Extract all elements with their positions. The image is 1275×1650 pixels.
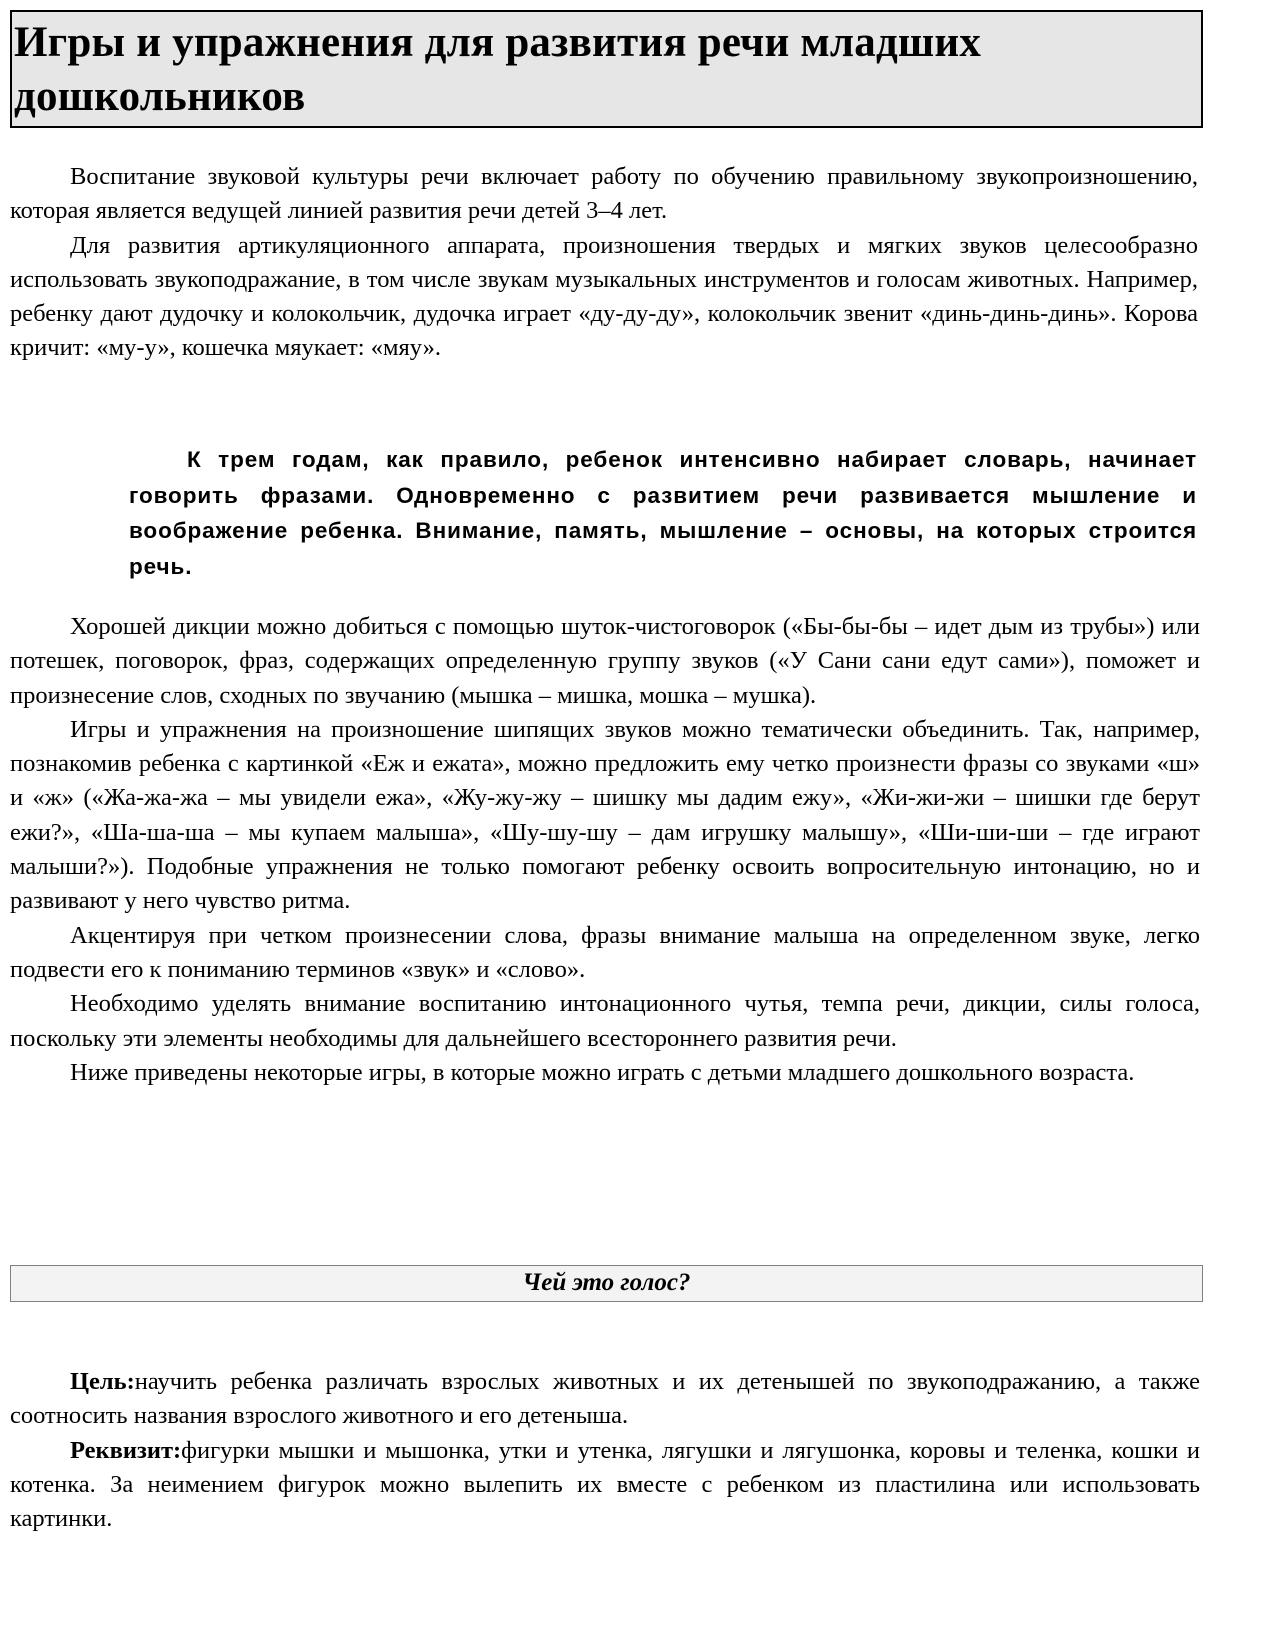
props-text: фигурки мышки и мышонка, утки и утенка, лягушки и лягушонка, коровы и теленка, кошки и котенка. За неимением фигурок можно вылепить их вместе с ребенком из пластилина или использовать картинки. bbox=[10, 1436, 1200, 1533]
main-section bbox=[10, 610, 1200, 1090]
game-props bbox=[10, 1434, 1200, 1537]
main-paragraph-2: Игры и упражнения на произношение шипящих звуков можно тематически объединить. Так, например, познакомив ребенка с картинкой «Еж и ежата», можно предложить ему четко произнести фразы со звуками «ш» и «ж» («Жа-жа-жа – мы увидели ежа», «Жу-жу-жу – шишку мы дадим ежу», «Жи-жи-жи – шишки где берут ежи?», «Ша-ша-ша – мы купаем малыша», «Шу-шу-шу – дам игрушку малышу», «Ши-ши-ши – где играют малыши?»). Подобные упражнения не только помогают ребенку освоить вопросительную интонацию, но и развивают у него чувство ритма. bbox=[10, 715, 1200, 915]
intro-section bbox=[10, 160, 1198, 366]
props-label: Реквизит: bbox=[70, 1436, 182, 1464]
page-title: Игры и упражнения для развития речи младших дошкольников bbox=[14, 19, 982, 120]
goal-label: Цель: bbox=[70, 1368, 135, 1395]
title-box bbox=[10, 10, 1203, 128]
intro-paragraph-1: Воспитание звуковой культуры речи включает работу по обучению правильному звукопроизношению, которая является ведущей линией развития речи детей 3–4 лет. bbox=[10, 163, 1198, 225]
game-heading-box bbox=[10, 1265, 1203, 1302]
game-goal bbox=[10, 1365, 1200, 1434]
goal-text: научить ребенка различать взрослых животных и их детенышей по звукоподражанию, а также соотносить названия взрослого животного и его детеныша. bbox=[10, 1368, 1200, 1430]
callout-text: К трем годам, как правило, ребенок интенсивно набирает словарь, начинает говорить фразами. Одновременно с развитием речи развивается мышление и воображение ребенка. Внимание, память, мышление – основы, на которых строится речь. bbox=[129, 447, 1197, 579]
intro-paragraph-2: Для развития артикуляционного аппарата, произношения твердых и мягких звуков целесообразно использовать звукоподражание, в том числе звукам музыкальных инструментов и голосам животных. Например, ребенку дают дудочку и колокольчик, дудочка играет «ду-ду-ду», колокольчик звенит «динь-динь-динь». Корова кричит: «му-у», кошечка мяукает: «мяу». bbox=[10, 231, 1198, 362]
main-paragraph-1: Хорошей дикции можно добиться с помощью шуток-чистоговорок («Бы-бы-бы – идет дым из трубы») или потешек, поговорок, фраз, содержащих определенную группу звуков («У Сани сани едут сами»), поможет и произнесение слов, сходных по звучанию (мышка – мишка, мошка – мушка). bbox=[10, 613, 1200, 709]
main-paragraph-5: Ниже приведены некоторые игры, в которые можно играть с детьми младшего дошкольного возраста. bbox=[70, 1058, 1135, 1086]
document-page bbox=[10, 10, 1203, 1533]
game-section bbox=[10, 1365, 1200, 1536]
main-paragraph-4: Необходимо уделять внимание воспитанию интонационного чутья, темпа речи, дикции, силы голоса, поскольку эти элементы необходимы для дальнейшего всестороннего развития речи. bbox=[10, 990, 1200, 1052]
callout-block bbox=[129, 442, 1197, 584]
main-paragraph-3: Акцентируя при четком произнесении слова, фразы внимание малыша на определенном звуке, легко подвести его к пониманию терминов «звук» и «слово». bbox=[10, 921, 1200, 983]
game-heading: Чей это голос? bbox=[522, 1269, 691, 1296]
